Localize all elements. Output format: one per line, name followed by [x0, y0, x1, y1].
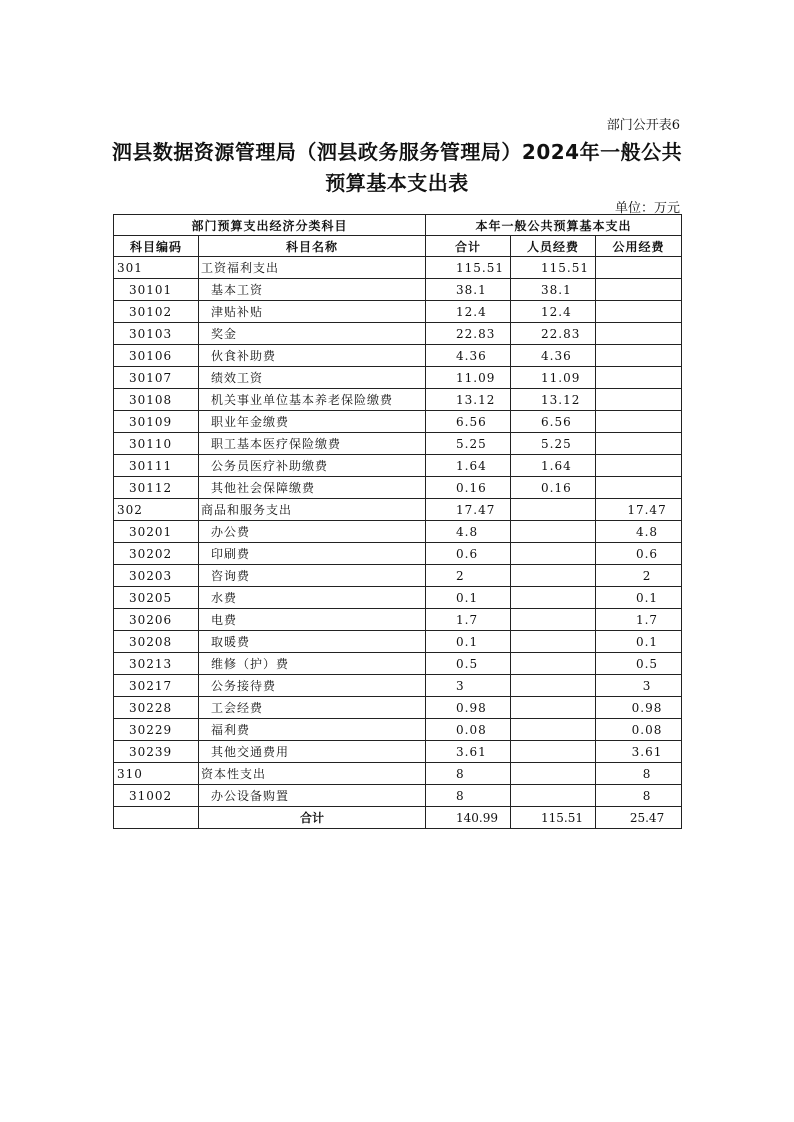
- row-personnel: [511, 631, 596, 653]
- table-row: [114, 631, 682, 653]
- row-name: 绩效工资: [199, 367, 426, 389]
- row-total: 13.12: [426, 389, 511, 411]
- table-row: [114, 345, 682, 367]
- row-code: 30110: [114, 433, 199, 455]
- row-name: 职工基本医疗保险缴费: [199, 433, 426, 455]
- table-row: [114, 565, 682, 587]
- row-code: 30111: [114, 455, 199, 477]
- row-public: [596, 455, 682, 477]
- table-row: [114, 257, 682, 279]
- row-personnel: 11.09: [511, 367, 596, 389]
- row-public: 8: [596, 763, 682, 785]
- row-total: 17.47: [426, 499, 511, 521]
- row-personnel: [511, 543, 596, 565]
- title-line-1: 泗县数据资源管理局（泗县政务服务管理局）2024年一般公共: [111, 140, 683, 164]
- row-personnel: [511, 521, 596, 543]
- row-personnel: [511, 785, 596, 807]
- total-row-total: 140.99: [426, 807, 511, 829]
- row-code: 30239: [114, 741, 199, 763]
- header-group-row: [114, 215, 682, 236]
- row-code: 30202: [114, 543, 199, 565]
- row-public: 17.47: [596, 499, 682, 521]
- row-name: 奖金: [199, 323, 426, 345]
- row-name: 基本工资: [199, 279, 426, 301]
- row-public: 3: [596, 675, 682, 697]
- row-code: 310: [114, 763, 199, 785]
- table-row: [114, 411, 682, 433]
- table-row: [114, 323, 682, 345]
- table-row: [114, 785, 682, 807]
- row-personnel: 6.56: [511, 411, 596, 433]
- row-code: 30205: [114, 587, 199, 609]
- row-code: 30228: [114, 697, 199, 719]
- row-public: 8: [596, 785, 682, 807]
- row-public: 0.08: [596, 719, 682, 741]
- row-total: 11.09: [426, 367, 511, 389]
- row-personnel: [511, 609, 596, 631]
- row-public: [596, 279, 682, 301]
- row-public: 1.7: [596, 609, 682, 631]
- row-total: 1.7: [426, 609, 511, 631]
- row-public: 0.98: [596, 697, 682, 719]
- table-label: 部门公开表6: [606, 118, 680, 133]
- row-public: [596, 389, 682, 411]
- row-public: 0.1: [596, 631, 682, 653]
- row-name: 商品和服务支出: [199, 499, 426, 521]
- row-total: 1.64: [426, 455, 511, 477]
- row-personnel: 115.51: [511, 257, 596, 279]
- row-personnel: 22.83: [511, 323, 596, 345]
- row-code: 302: [114, 499, 199, 521]
- row-personnel: 0.16: [511, 477, 596, 499]
- row-public: 4.8: [596, 521, 682, 543]
- row-personnel: [511, 719, 596, 741]
- table-row: [114, 763, 682, 785]
- row-code: 30109: [114, 411, 199, 433]
- row-public: [596, 411, 682, 433]
- row-total: 2: [426, 565, 511, 587]
- total-row: [114, 807, 682, 829]
- row-name: 津贴补贴: [199, 301, 426, 323]
- row-total: 0.08: [426, 719, 511, 741]
- row-name: 机关事业单位基本养老保险缴费: [199, 389, 426, 411]
- row-personnel: [511, 741, 596, 763]
- row-total: 0.98: [426, 697, 511, 719]
- row-name: 水费: [199, 587, 426, 609]
- row-total: 0.1: [426, 587, 511, 609]
- row-name: 其他社会保障缴费: [199, 477, 426, 499]
- row-code: 30206: [114, 609, 199, 631]
- row-personnel: 38.1: [511, 279, 596, 301]
- title-line-2: 预算基本支出表: [325, 171, 469, 195]
- total-row-code: [114, 807, 199, 829]
- row-name: 公务员医疗补助缴费: [199, 455, 426, 477]
- total-row-personnel: 115.51: [511, 807, 596, 829]
- row-name: 办公设备购置: [199, 785, 426, 807]
- row-personnel: [511, 499, 596, 521]
- row-total: 12.4: [426, 301, 511, 323]
- unit-label: 单位：万元: [614, 201, 680, 216]
- row-name: 维修（护）费: [199, 653, 426, 675]
- row-public: 0.1: [596, 587, 682, 609]
- table-row: [114, 367, 682, 389]
- row-name: 伙食补助费: [199, 345, 426, 367]
- row-code: 30112: [114, 477, 199, 499]
- row-public: 0.5: [596, 653, 682, 675]
- row-public: [596, 433, 682, 455]
- row-total: 6.56: [426, 411, 511, 433]
- table-row: [114, 279, 682, 301]
- table-row: [114, 389, 682, 411]
- row-code: 30103: [114, 323, 199, 345]
- table-row: [114, 521, 682, 543]
- row-total: 0.6: [426, 543, 511, 565]
- column-header-total: 合计: [426, 236, 511, 257]
- row-name: 办公费: [199, 521, 426, 543]
- row-public: [596, 257, 682, 279]
- table-row: [114, 455, 682, 477]
- row-name: 印刷费: [199, 543, 426, 565]
- row-personnel: [511, 565, 596, 587]
- row-code: 30213: [114, 653, 199, 675]
- row-code: 30101: [114, 279, 199, 301]
- row-personnel: [511, 763, 596, 785]
- row-name: 咨询费: [199, 565, 426, 587]
- row-public: [596, 323, 682, 345]
- table-row: [114, 609, 682, 631]
- row-code: 30208: [114, 631, 199, 653]
- row-total: 4.36: [426, 345, 511, 367]
- table-row: [114, 719, 682, 741]
- row-personnel: 4.36: [511, 345, 596, 367]
- group-header-expenditure: 本年一般公共预算基本支出: [426, 215, 682, 236]
- row-total: 8: [426, 763, 511, 785]
- row-total: 0.5: [426, 653, 511, 675]
- row-code: 30217: [114, 675, 199, 697]
- row-code: 30106: [114, 345, 199, 367]
- column-header-name: 科目名称: [199, 236, 426, 257]
- row-code: 301: [114, 257, 199, 279]
- column-header-public: 公用经费: [596, 236, 682, 257]
- table-row: [114, 433, 682, 455]
- row-total: 3: [426, 675, 511, 697]
- row-code: 31002: [114, 785, 199, 807]
- row-total: 22.83: [426, 323, 511, 345]
- row-public: [596, 477, 682, 499]
- table-body: [114, 257, 682, 807]
- row-personnel: [511, 587, 596, 609]
- table-row: [114, 499, 682, 521]
- column-header-personnel: 人员经费: [511, 236, 596, 257]
- row-code: 30107: [114, 367, 199, 389]
- row-total: 3.61: [426, 741, 511, 763]
- table-row: [114, 587, 682, 609]
- row-total: 8: [426, 785, 511, 807]
- row-name: 职业年金缴费: [199, 411, 426, 433]
- table-row: [114, 543, 682, 565]
- row-name: 福利费: [199, 719, 426, 741]
- row-name: 资本性支出: [199, 763, 426, 785]
- column-header-code: 科目编码: [114, 236, 199, 257]
- row-name: 电费: [199, 609, 426, 631]
- row-personnel: [511, 675, 596, 697]
- row-name: 工资福利支出: [199, 257, 426, 279]
- row-public: [596, 301, 682, 323]
- row-code: 30108: [114, 389, 199, 411]
- page-title: [110, 137, 684, 199]
- row-total: 115.51: [426, 257, 511, 279]
- row-personnel: 13.12: [511, 389, 596, 411]
- table-row: [114, 741, 682, 763]
- row-code: 30203: [114, 565, 199, 587]
- table-row: [114, 477, 682, 499]
- row-total: 0.1: [426, 631, 511, 653]
- row-name: 工会经费: [199, 697, 426, 719]
- row-total: 5.25: [426, 433, 511, 455]
- table-row: [114, 653, 682, 675]
- table-row: [114, 675, 682, 697]
- group-header-classification: 部门预算支出经济分类科目: [114, 215, 426, 236]
- row-public: [596, 345, 682, 367]
- row-public: [596, 367, 682, 389]
- row-total: 0.16: [426, 477, 511, 499]
- row-code: 30102: [114, 301, 199, 323]
- row-public: 3.61: [596, 741, 682, 763]
- row-personnel: 5.25: [511, 433, 596, 455]
- row-code: 30201: [114, 521, 199, 543]
- row-personnel: 12.4: [511, 301, 596, 323]
- row-public: 2: [596, 565, 682, 587]
- row-code: 30229: [114, 719, 199, 741]
- row-public: 0.6: [596, 543, 682, 565]
- row-name: 取暖费: [199, 631, 426, 653]
- table-row: [114, 697, 682, 719]
- total-row-label: 合计: [199, 807, 426, 829]
- row-total: 38.1: [426, 279, 511, 301]
- total-row-public: 25.47: [596, 807, 682, 829]
- row-personnel: 1.64: [511, 455, 596, 477]
- row-total: 4.8: [426, 521, 511, 543]
- row-personnel: [511, 653, 596, 675]
- row-personnel: [511, 697, 596, 719]
- table-row: [114, 301, 682, 323]
- row-name: 其他交通费用: [199, 741, 426, 763]
- row-name: 公务接待费: [199, 675, 426, 697]
- budget-table: [113, 214, 682, 829]
- header-columns-row: [114, 236, 682, 257]
